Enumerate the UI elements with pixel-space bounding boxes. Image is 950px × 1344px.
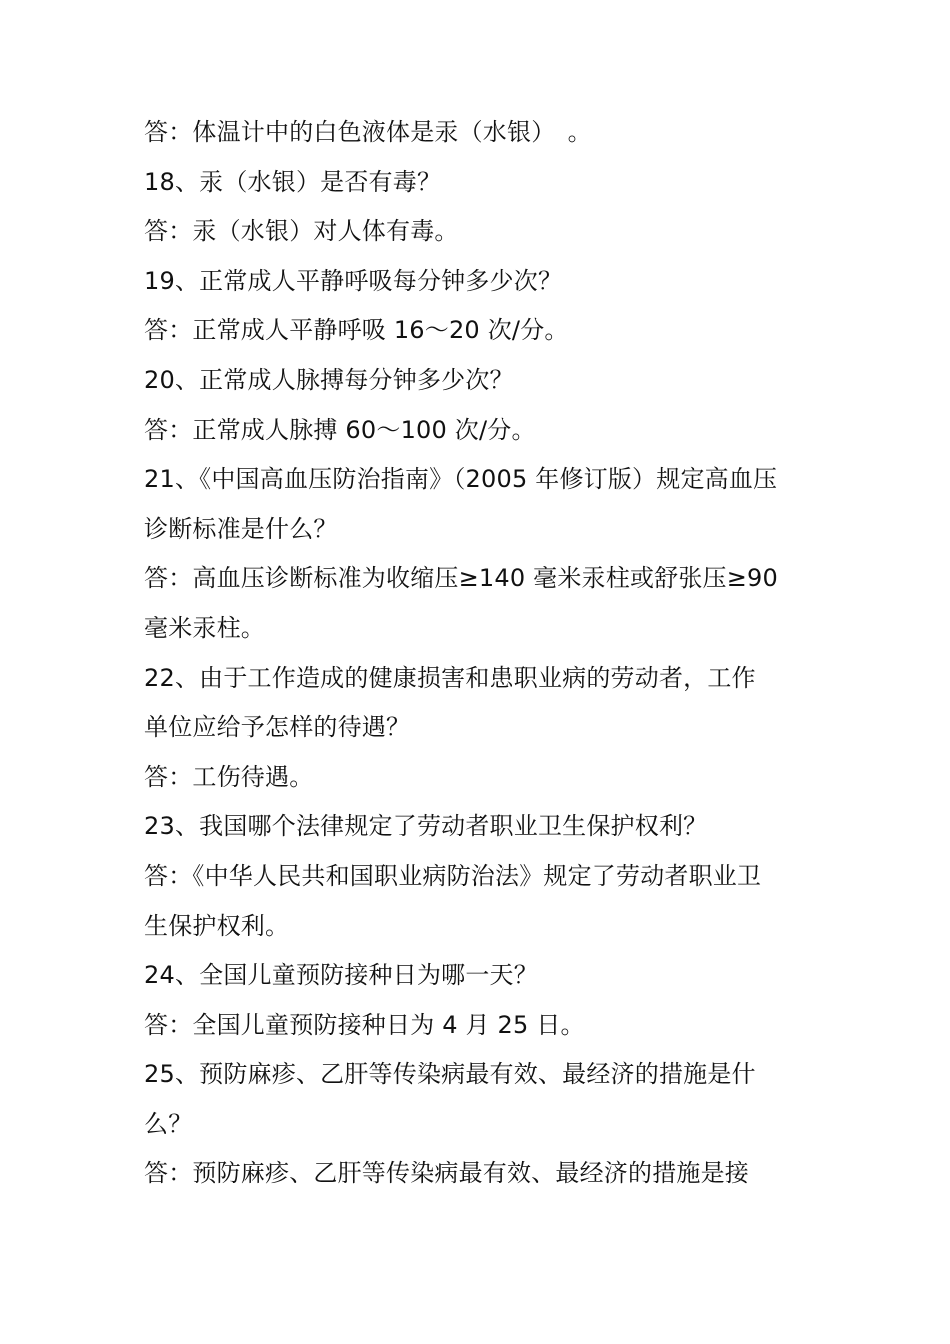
question-22-text: 22、由于工作造成的健康损害和患职业病的劳动者，工作 <box>144 663 756 692</box>
answer-25-text: 答：预防麻疹、乙肝等传染病最有效、最经济的措施是接 <box>144 1159 749 1188</box>
answer-23-text-cont: 生保护权利。 <box>144 911 290 940</box>
question-23-text: 23、我国哪个法律规定了劳动者职业卫生保护权利？ <box>144 812 708 841</box>
question-20-text: 20、正常成人脉搏每分钟多少次？ <box>144 365 514 394</box>
answer-18-text: 答：汞（水银）对人体有毒。 <box>144 217 459 246</box>
question-22-text-cont: 单位应给予怎样的待遇？ <box>144 713 411 742</box>
document-page <box>144 108 816 1199</box>
question-24-text: 24、全国儿童预防接种日为哪一天？ <box>144 961 538 990</box>
question-21-text: 21、《中国高血压防治指南》（2005 年修订版）规定高血压 <box>144 465 778 494</box>
answer-21-text-cont: 毫米汞柱。 <box>144 613 265 642</box>
answer-22-text: 答：工伤待遇。 <box>144 762 314 791</box>
question-25-text: 25、预防麻疹、乙肝等传染病最有效、最经济的措施是什 <box>144 1060 756 1089</box>
answer-19-text: 答：正常成人平静呼吸 16～20 次/分。 <box>144 316 569 345</box>
question-19-text: 19、正常成人平静呼吸每分钟多少次？ <box>144 266 563 295</box>
answer-23-text: 答：《中华人民共和国职业病防治法》规定了劳动者职业卫 <box>144 861 762 890</box>
answer-21-text: 答：高血压诊断标准为收缩压≥140 毫米汞柱或舒张压≥90 <box>144 564 778 593</box>
question-25-text-cont: 么？ <box>144 1109 193 1138</box>
answer-20-text: 答：正常成人脉搏 60～100 次/分。 <box>144 415 536 444</box>
answer-24-text: 答：全国儿童预防接种日为 4 月 25 日。 <box>144 1010 585 1039</box>
question-18-text: 18、汞（水银）是否有毒？ <box>144 167 442 196</box>
question-21-text-cont: 诊断标准是什么？ <box>144 514 338 543</box>
answer-17-text: 答：体温计中的白色液体是汞（水银） 。 <box>144 118 592 146</box>
